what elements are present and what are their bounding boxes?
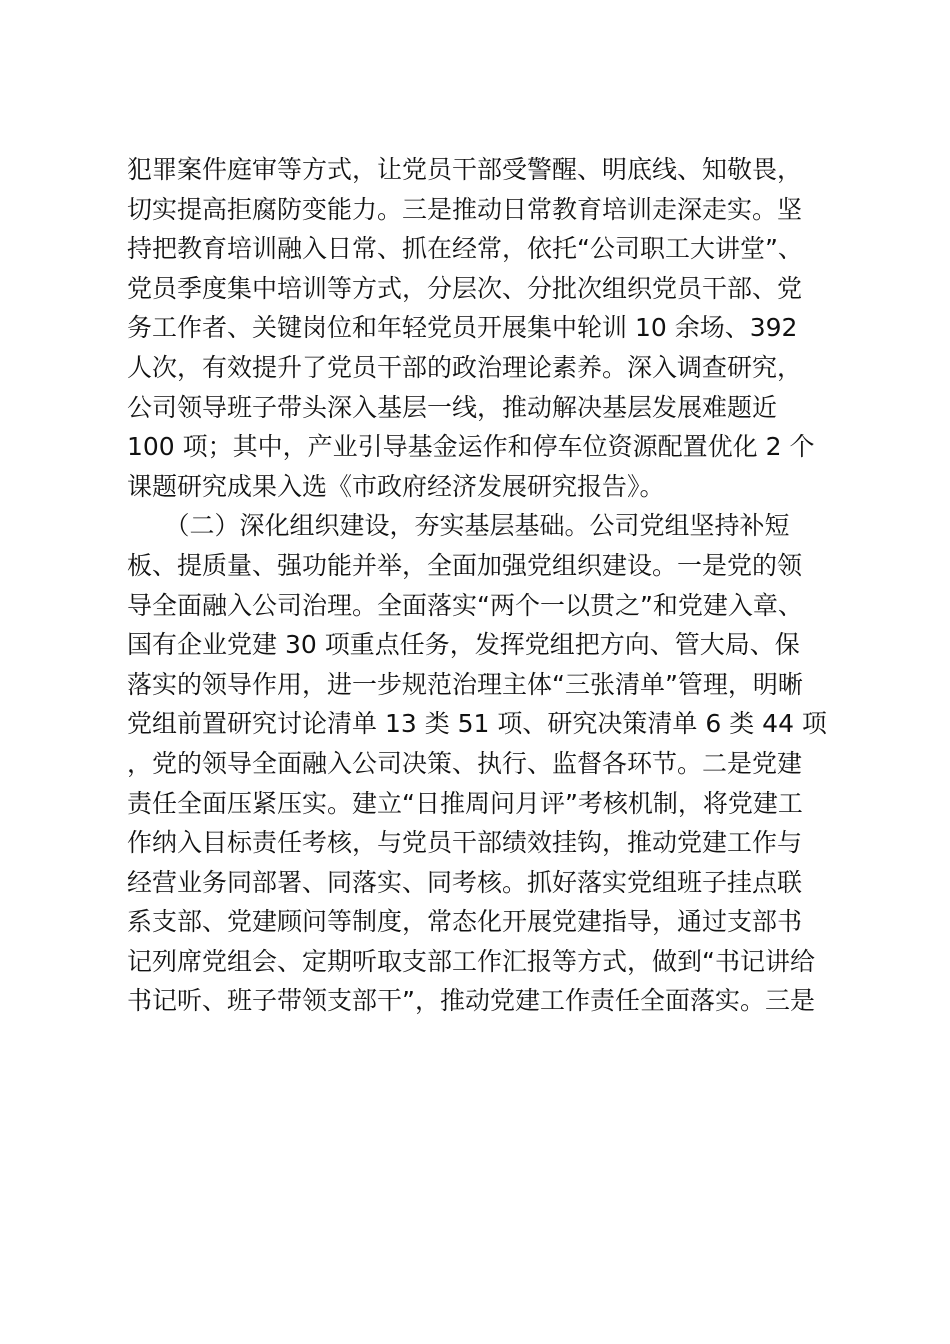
text-line: 课题研究成果入选《市政府经济发展研究报告》。 [127, 471, 665, 501]
text-line: 务工作者、关键岗位和年轻党员开展集中轮训 10 余场、392 [127, 313, 798, 343]
text-line: 持把教育培训融入日常、抓在经常，依托“公司职工大讲堂”、 [127, 234, 803, 264]
text-line: 国有企业党建 30 项重点任务，发挥党组把方向、管大局、保 [127, 630, 800, 660]
text-line: 公司领导班子带头深入基层一线，推动解决基层发展难题近 [127, 392, 778, 422]
text-line: 党员季度集中培训等方式，分层次、分批次组织党员干部、党 [127, 273, 803, 303]
text-line: 系支部、党建顾问等制度，常态化开展党建指导，通过支部书 [127, 907, 803, 937]
text-line: 切实提高拒腐防变能力。三是推动日常教育培训走深走实。坚 [127, 194, 803, 224]
text-line: 人次，有效提升了党员干部的政治理论素养。深入调查研究， [127, 352, 803, 382]
text-line: 落实的领导作用，进一步规范治理主体“三张清单”管理，明晰 [127, 669, 803, 699]
text-line: 书记听、班子带领支部干”，推动党建工作责任全面落实。三是 [127, 986, 815, 1016]
text-line: 记列席党组会、定期听取支部工作汇报等方式，做到“书记讲给 [127, 946, 815, 976]
text-line: 党组前置研究讨论清单 13 类 51 项、研究决策清单 6 类 44 项 [127, 709, 827, 739]
text-line: 导全面融入公司治理。全面落实“两个一以贯之”和党建入章、 [127, 590, 803, 620]
text-line: ，党的领导全面融入公司决策、执行、监督各环节。二是党建 [127, 748, 803, 778]
section-heading-line: （二）深化组织建设，夯实基层基础。公司党组坚持补短 [127, 511, 790, 541]
text-line: 板、提质量、强功能并举，全面加强党组织建设。一是党的领 [127, 550, 803, 580]
text-line: 作纳入目标责任考核，与党员干部绩效挂钩，推动党建工作与 [127, 828, 803, 858]
text-line: 100 项；其中，产业引导基金运作和停车位资源配置优化 2 个 [127, 432, 815, 462]
text-line: 责任全面压紧压实。建立“日推周问月评”考核机制，将党建工 [127, 788, 803, 818]
text-line: 经营业务同部署、同落实、同考核。抓好落实党组班子挂点联 [127, 867, 803, 897]
body-text [127, 150, 847, 1021]
text-line: 犯罪案件庭审等方式，让党员干部受警醒、明底线、知敬畏， [127, 155, 803, 184]
